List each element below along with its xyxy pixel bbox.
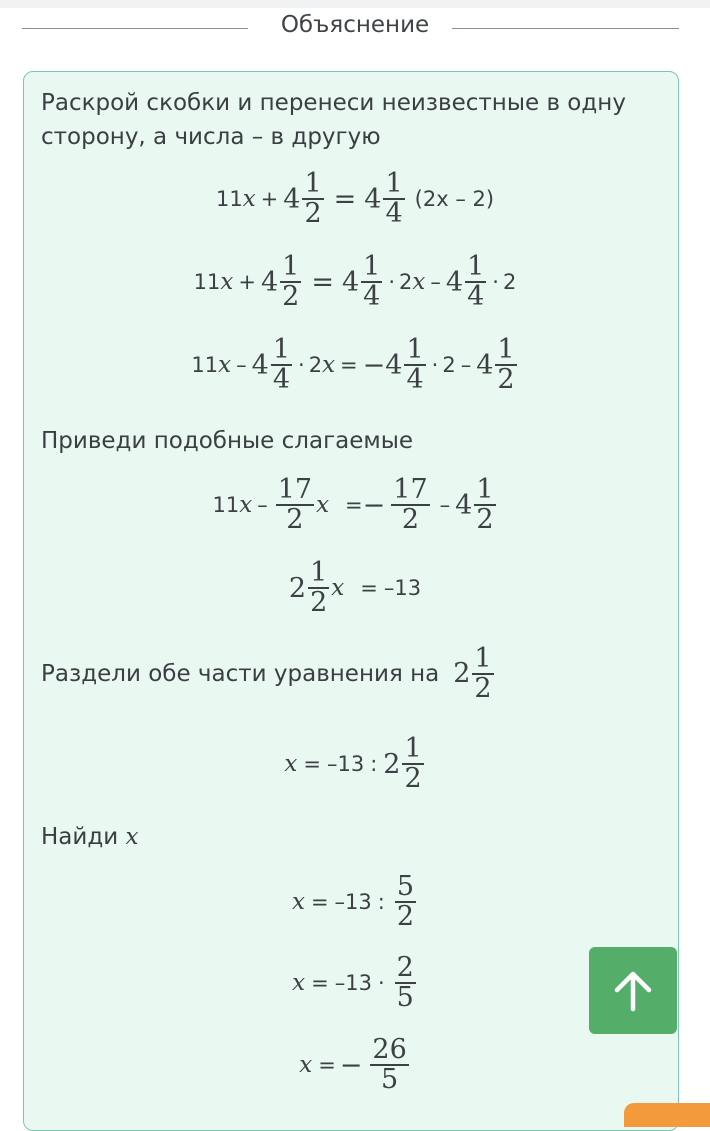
variable-x: x [125, 824, 139, 850]
step-find-text: Найди [41, 824, 119, 850]
variable-x: x [322, 352, 336, 379]
variable-x: x [218, 352, 232, 379]
fraction-one-half: $\frac{1}{2}$ [310, 557, 328, 619]
whole-part: 2 [453, 658, 471, 690]
whole-part: 4 [341, 266, 360, 298]
variable-x: x [284, 751, 298, 778]
whole-part: 4 [455, 489, 473, 521]
equals-sign: = [360, 576, 378, 601]
explanation-title: Объяснение [280, 12, 430, 38]
equals-sign: = [340, 353, 358, 378]
minus-sign: – [430, 270, 441, 295]
fraction-one-quarter: $\frac{1}{4}$ [272, 334, 290, 396]
fraction-one-half: $\frac{1}{2}$ [476, 474, 494, 536]
equation-line-3 [0, 336, 710, 395]
number: –13 [326, 752, 365, 777]
equals-sign: = [303, 752, 321, 777]
whole-part: 4 [251, 349, 269, 381]
fraction-one-quarter: $\frac{1}{4}$ [406, 334, 424, 396]
fraction-one-quarter: $\frac{1}{4}$ [363, 251, 381, 313]
plus-sign: + [260, 187, 279, 212]
bracket-expression: (2x – 2) [414, 187, 495, 212]
step-find-row [41, 820, 661, 854]
fraction-one-half: $\frac{1}{2}$ [497, 334, 515, 396]
step-divide-text: Раздели обе части уравнения на [41, 661, 440, 688]
number: 2 [308, 353, 323, 378]
fraction-one-half: $\frac{1}{2}$ [474, 643, 492, 705]
number: 11 [215, 187, 243, 212]
variable-x: x [292, 970, 306, 997]
variable-x: x [239, 492, 253, 519]
minus-sign: – [257, 493, 268, 518]
equation-line-4 [0, 476, 710, 535]
minus-sign: – [236, 353, 247, 378]
minus-sign: − [362, 349, 386, 381]
equals-sign: = [311, 971, 329, 996]
minus-sign: − [362, 489, 386, 521]
variable-x: x [412, 269, 426, 296]
equation-line-2 [0, 253, 710, 312]
whole-part: 4 [283, 183, 301, 215]
equation-line-5 [0, 559, 710, 618]
number: –13 [334, 890, 372, 915]
whole-part: 2 [288, 572, 307, 604]
fraction-twentysix-fifths: $\frac{26}{5}$ [372, 1034, 407, 1096]
variable-x: x [331, 575, 345, 602]
step-open-brackets-text: Раскрой скобки и перенеси неизвестные в одну сторону, а числа – в другую [41, 90, 626, 150]
variable-x: x [220, 269, 234, 296]
fraction-one-half: $\frac{1}{2}$ [304, 168, 322, 230]
whole-part: 4 [476, 349, 494, 381]
number: 2 [399, 270, 413, 295]
equals-sign: = [310, 890, 329, 915]
fraction-seventeen-halves: $\frac{17}{2}$ [393, 474, 428, 536]
fraction-seventeen-halves: $\frac{17}{2}$ [277, 474, 313, 536]
number: 11 [191, 353, 219, 378]
step-divide-row [41, 645, 661, 704]
number: 2 [502, 270, 517, 295]
equals-sign: = [311, 266, 334, 298]
multiply-dot: · [431, 353, 439, 378]
fraction-one-quarter: $\frac{1}{4}$ [467, 251, 485, 313]
number: 11 [212, 493, 240, 518]
equals-sign: = [345, 493, 363, 518]
scroll-to-top-button[interactable] [589, 947, 677, 1034]
fraction-five-halves: $\frac{5}{2}$ [396, 871, 415, 933]
whole-part: 2 [383, 748, 401, 780]
multiply-dot: · [492, 270, 499, 295]
arrow-up-icon [611, 969, 655, 1013]
fraction-one-half: $\frac{1}{2}$ [404, 733, 422, 795]
variable-x: x [291, 889, 305, 916]
whole-part: 4 [364, 183, 382, 215]
fraction-two-fifths: $\frac{2}{5}$ [396, 952, 414, 1014]
number: 11 [193, 270, 221, 295]
divide-sign: : [377, 890, 385, 915]
minus-sign: – [439, 493, 451, 518]
step-combine-text: Приведи подобные слагаемые [41, 428, 414, 454]
equation-line-9 [0, 1036, 710, 1095]
minus-sign: − [339, 1049, 363, 1081]
number: 2 [442, 353, 456, 378]
minus-sign: – [460, 353, 472, 378]
plus-sign: + [238, 270, 256, 295]
equation-line-6 [0, 735, 710, 794]
multiply-dot: · [377, 971, 385, 996]
multiply-dot: · [298, 353, 305, 378]
orange-corner-tab[interactable] [624, 1103, 710, 1127]
whole-part: 4 [445, 266, 464, 298]
top-strip [0, 0, 710, 8]
equals-sign: = [333, 183, 357, 215]
multiply-dot: · [388, 270, 396, 295]
fraction-one-half: $\frac{1}{2}$ [282, 251, 300, 313]
whole-part: 4 [260, 266, 279, 298]
number: –13 [383, 576, 422, 601]
number: –13 [334, 971, 372, 996]
divide-sign: : [370, 752, 378, 777]
equation-line-7 [0, 873, 710, 932]
variable-x: x [316, 492, 330, 519]
variable-x: x [242, 186, 256, 213]
whole-part: 4 [385, 349, 403, 381]
variable-x: x [299, 1052, 313, 1079]
header-divider-right [452, 28, 679, 29]
equation-line-1 [0, 170, 710, 229]
fraction-one-quarter: $\frac{1}{4}$ [385, 168, 403, 230]
equals-sign: = [318, 1053, 336, 1078]
